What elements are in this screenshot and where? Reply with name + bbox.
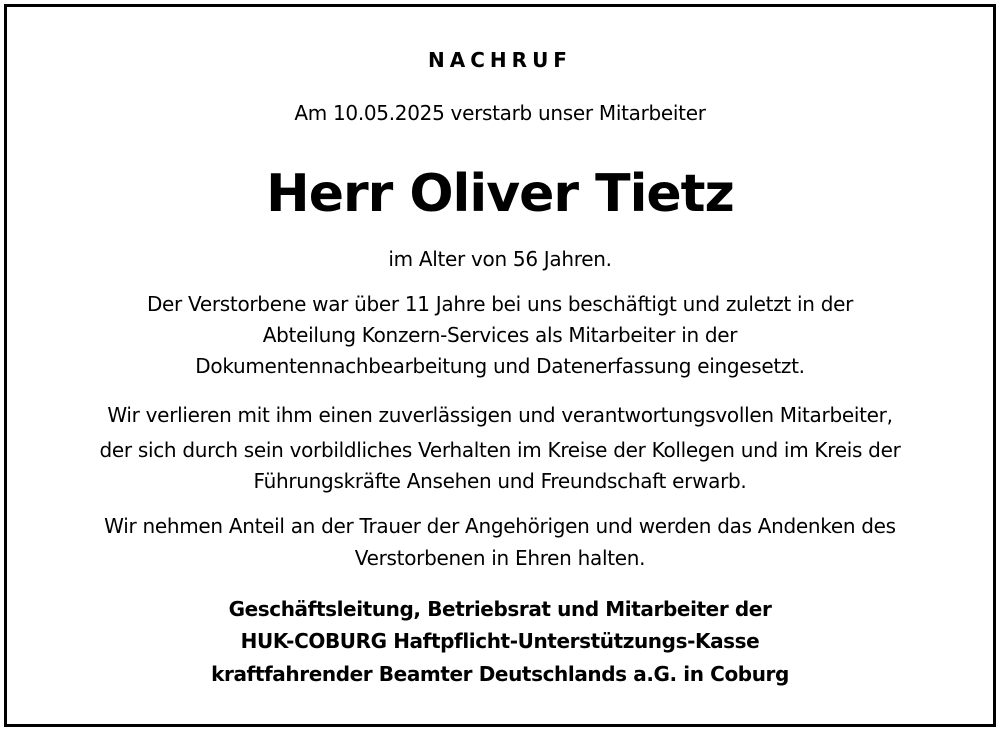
paragraph-line: Der Verstorbene war über 11 Jahre bei uns beschäftigt und zuletzt in der <box>146 292 854 316</box>
deceased-name: Herr Oliver Tietz <box>266 164 734 224</box>
notice-heading: NACHRUF <box>428 48 572 72</box>
signature-line: kraftfahrender Beamter Deutschlands a.G. in Coburg <box>211 662 789 686</box>
paragraph-line: Führungskräfte Ansehen und Freundschaft erwarb. <box>253 469 747 493</box>
paragraph-line: Verstorbenen in Ehren halten. <box>354 546 646 570</box>
paragraph-line: Wir verlieren mit ihm einen zuverlässigen und verantwortungsvollen Mitarbeiter, <box>107 403 893 427</box>
intro-text: Am 10.05.2025 verstarb unser Mitarbeiter <box>294 101 706 125</box>
paragraph-line: Wir nehmen Anteil an der Trauer der Angehörigen und werden das Andenken des <box>104 514 896 538</box>
age-text: im Alter von 56 Jahren. <box>388 247 612 271</box>
signature-line: Geschäftsleitung, Betriebsrat und Mitarbeiter der <box>228 597 772 621</box>
signature-line: HUK-COBURG Haftpflicht-Unterstützungs-Kasse <box>240 629 760 653</box>
paragraph-line: Dokumentennachbearbeitung und Datenerfassung eingesetzt. <box>195 354 805 378</box>
paragraph-line: der sich durch sein vorbildliches Verhalten im Kreise der Kollegen und im Kreis der <box>99 438 901 462</box>
paragraph-line: Abteilung Konzern-Services als Mitarbeiter in der <box>262 323 738 347</box>
